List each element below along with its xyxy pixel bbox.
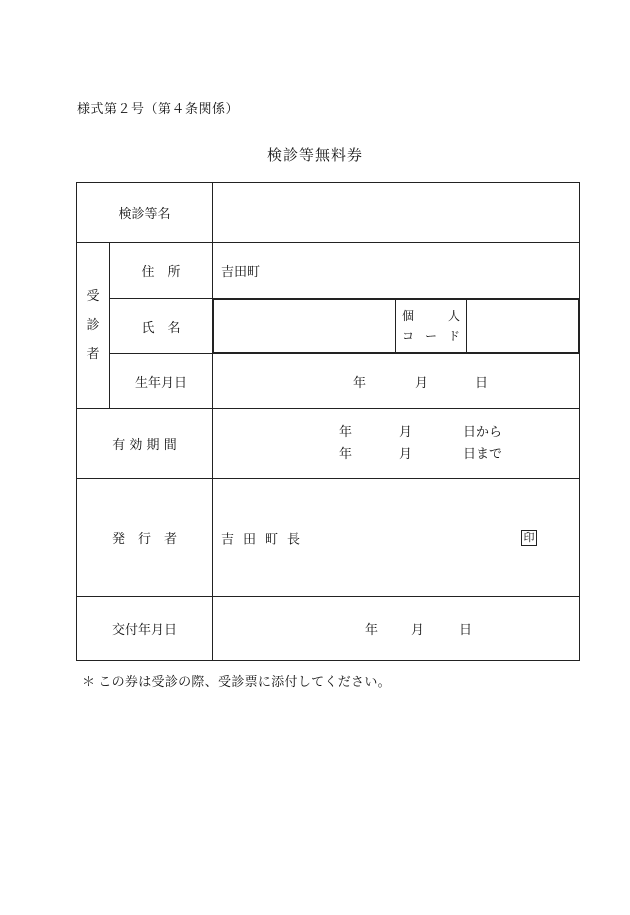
personal-code-label-char: 人 <box>447 309 460 323</box>
validity-to-month: 月 <box>398 446 412 462</box>
address-field[interactable]: 吉田町 <box>213 243 580 299</box>
validity-field[interactable] <box>213 409 580 479</box>
exam-name-row <box>77 183 580 243</box>
name-label: 氏 名 <box>110 299 213 354</box>
validity-label: 有 効 期 間 <box>77 409 213 479</box>
birthdate-label: 生年月日 <box>110 354 213 409</box>
address-label: 住 所 <box>110 243 213 299</box>
exam-name-label: 検診等名 <box>77 183 213 243</box>
issue-date-day: 日 <box>458 623 472 638</box>
issue-date-row <box>77 597 580 661</box>
birthdate-day: 日 <box>474 375 488 391</box>
issue-date-label: 交付年月日 <box>77 597 213 661</box>
recipient-label <box>77 243 110 409</box>
seal-mark-icon: 印 <box>521 530 537 546</box>
recipient-label-char: 者 <box>86 347 100 362</box>
issue-date-month: 月 <box>410 623 424 638</box>
issuer-name: 吉田町長 <box>221 532 310 547</box>
birthdate-month: 月 <box>414 375 428 391</box>
name-and-code-cell <box>213 299 580 354</box>
validity-row <box>77 409 580 479</box>
name-field[interactable] <box>214 300 396 353</box>
personal-code-label-char: 個 <box>402 309 415 323</box>
issue-date-year: 年 <box>364 623 378 638</box>
validity-to-year: 年 <box>338 446 352 462</box>
issuer-row <box>77 479 580 597</box>
issue-date-field[interactable] <box>213 597 580 661</box>
issuer-cell <box>213 479 580 597</box>
issuer-label: 発 行 者 <box>77 479 213 597</box>
personal-code-label-char: コ <box>402 329 415 343</box>
validity-to-day: 日まで <box>462 446 502 462</box>
birthdate-year: 年 <box>352 375 366 391</box>
voucher-table <box>76 182 580 661</box>
validity-from-day: 日から <box>462 424 502 440</box>
document-title: 検診等無料券 <box>266 146 363 164</box>
personal-code-label-char: ー <box>424 329 437 343</box>
form-number: 様式第２号（第４条関係） <box>77 102 240 117</box>
asterisk-marker: ＊ <box>82 675 96 690</box>
name-row <box>77 299 580 354</box>
footnote-text: この券は受診の際、受診票に添付してください。 <box>98 675 391 690</box>
personal-code-field[interactable] <box>467 300 579 353</box>
recipient-label-char: 診 <box>86 318 100 333</box>
personal-code-label-char: ド <box>447 329 460 343</box>
validity-from-year: 年 <box>338 424 352 440</box>
exam-name-field[interactable] <box>213 183 580 243</box>
recipient-label-char: 受 <box>86 289 100 304</box>
birthdate-row <box>77 354 580 409</box>
name-code-layout <box>213 299 579 353</box>
footnote <box>82 671 391 690</box>
personal-code-label <box>396 300 467 353</box>
address-row <box>77 243 580 299</box>
birthdate-field[interactable] <box>213 354 580 409</box>
validity-from-month: 月 <box>398 424 412 440</box>
